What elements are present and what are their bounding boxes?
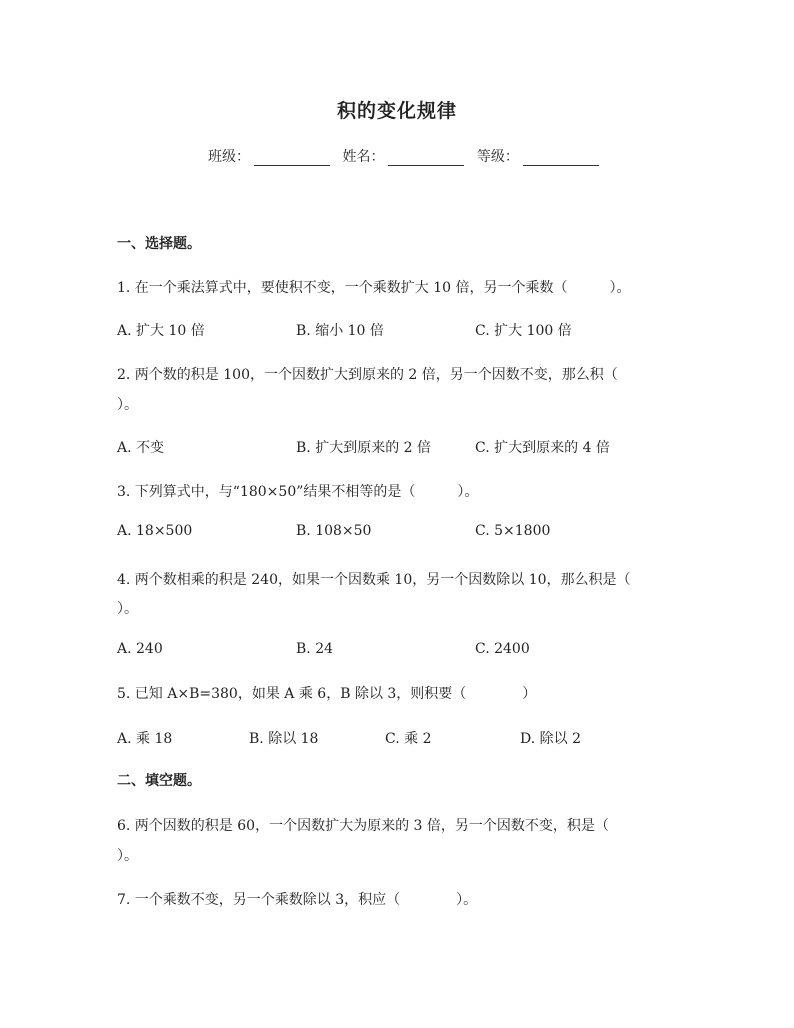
question-5-option-a: A. 乘 18 [117, 731, 173, 747]
question-4-option-b: B. 24 [296, 641, 334, 657]
question-7: 7. 一个乘数不变，另一个乘数除以 3，积应（ ）。 [117, 892, 478, 908]
question-5-option-d: D. 除以 2 [520, 731, 581, 747]
question-2: 2. 两个数的积是 100，一个因数扩大到原来的 2 倍，另一个因数不变，那么积（ [117, 367, 618, 383]
class-blank [254, 151, 330, 166]
question-4: 4. 两个数相乘的积是 240，如果一个因数乘 10，另一个因数除以 10，那么积是（ [117, 572, 631, 588]
name-label: 姓名： [342, 149, 385, 165]
question-3-option-b: B. 108×50 [296, 523, 372, 539]
question-4-option-c: C. 2400 [475, 641, 530, 657]
question-3-option-a: A. 18×500 [117, 523, 193, 539]
question-1-option-b: B. 缩小 10 倍 [296, 323, 384, 339]
question-2-option-b: B. 扩大到原来的 2 倍 [296, 440, 431, 456]
name-blank [388, 151, 464, 166]
grade-label: 等级： [476, 149, 519, 165]
question-3-option-c: C. 5×1800 [475, 523, 551, 539]
question-6-continued: ）。 [117, 848, 138, 864]
question-2-continued: ）。 [117, 397, 138, 413]
question-1: 1. 在一个乘法算式中，要使积不变，一个乘数扩大 10 倍，另一个乘数（ ）。 [117, 280, 631, 296]
section-heading-choice: 一、选择题。 [117, 236, 201, 252]
question-5-option-b: B. 除以 18 [249, 731, 319, 747]
question-1-option-c: C. 扩大 100 倍 [475, 323, 572, 339]
section-heading-fill: 二、填空题。 [117, 773, 201, 789]
question-4-option-a: A. 240 [117, 641, 163, 657]
question-4-continued: ）。 [117, 601, 138, 617]
question-6: 6. 两个因数的积是 60，一个因数扩大为原来的 3 倍，另一个因数不变，积是（ [117, 818, 609, 834]
page-title: 积的变化规律 [336, 100, 457, 122]
question-5: 5. 已知 A×B=380，如果 A 乘 6，B 除以 3，则积要（ ） [117, 686, 537, 702]
question-2-option-a: A. 不变 [117, 440, 165, 456]
class-label: 班级： [208, 149, 250, 165]
question-1-option-a: A. 扩大 10 倍 [117, 323, 205, 339]
question-5-option-c: C. 乘 2 [385, 731, 432, 747]
question-2-option-c: C. 扩大到原来的 4 倍 [475, 440, 610, 456]
student-info-row [208, 146, 607, 166]
question-3: 3. 下列算式中，与“180×50”结果不相等的是（ ）。 [117, 484, 479, 500]
grade-blank [523, 151, 599, 166]
